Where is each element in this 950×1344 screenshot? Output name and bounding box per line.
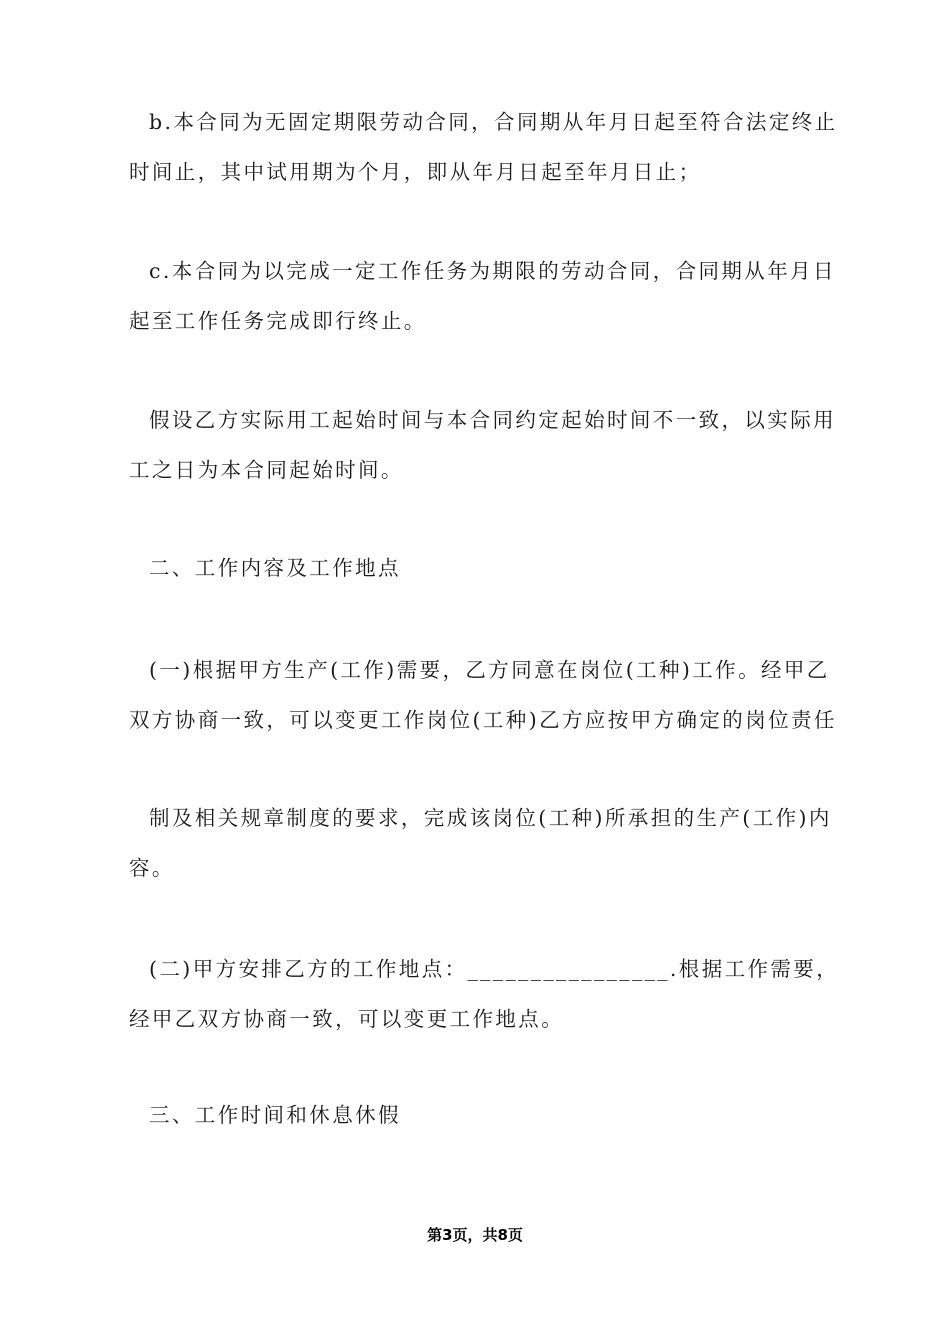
text-line: 容。	[129, 856, 175, 880]
paragraph-clause-c	[129, 246, 836, 346]
text-line: 经甲乙双方协商一致，可以变更工作地点。	[129, 1007, 565, 1031]
text-line: (二)甲方安排乙方的工作地点：________________.根据工作需要，	[149, 957, 840, 981]
paragraph-section-2-1b	[129, 793, 832, 893]
section-2-heading	[129, 543, 823, 593]
paragraph-start-time-note	[129, 395, 836, 495]
text-line: 起至工作任务完成即行终止。	[129, 309, 427, 333]
text-line: b.本合同为无固定期限劳动合同，合同期从年月日起至符合法定终止	[149, 110, 838, 134]
heading-line: 二、工作内容及工作地点	[149, 556, 401, 580]
text-line: 制及相关规章制度的要求，完成该岗位(工种)所承担的生产(工作)内	[149, 806, 832, 830]
heading-line: 三、工作时间和休息休假	[149, 1103, 401, 1127]
paragraph-section-2-2	[129, 944, 840, 1044]
text-line: 工之日为本合同起始时间。	[129, 458, 404, 482]
text-line: 时间止，其中试用期为个月，即从年月日起至年月日止；	[129, 160, 702, 184]
text-line: c.本合同为以完成一定工作任务为期限的劳动合同，合同期从年月日	[149, 259, 836, 283]
text-line: (一)根据甲方生产(工作)需要，乙方同意在岗位(工种)工作。经甲乙	[149, 658, 830, 682]
text-line: 双方协商一致，可以变更工作岗位(工种)乙方应按甲方确定的岗位责任	[129, 708, 837, 732]
paragraph-section-2-1a	[129, 645, 837, 745]
page-number-footer: 第3页，共8页	[427, 1226, 523, 1244]
text-line: 假设乙方实际用工起始时间与本合同约定起始时间不一致，以实际用	[149, 408, 836, 432]
paragraph-clause-b	[129, 97, 838, 197]
section-3-heading	[129, 1090, 823, 1140]
